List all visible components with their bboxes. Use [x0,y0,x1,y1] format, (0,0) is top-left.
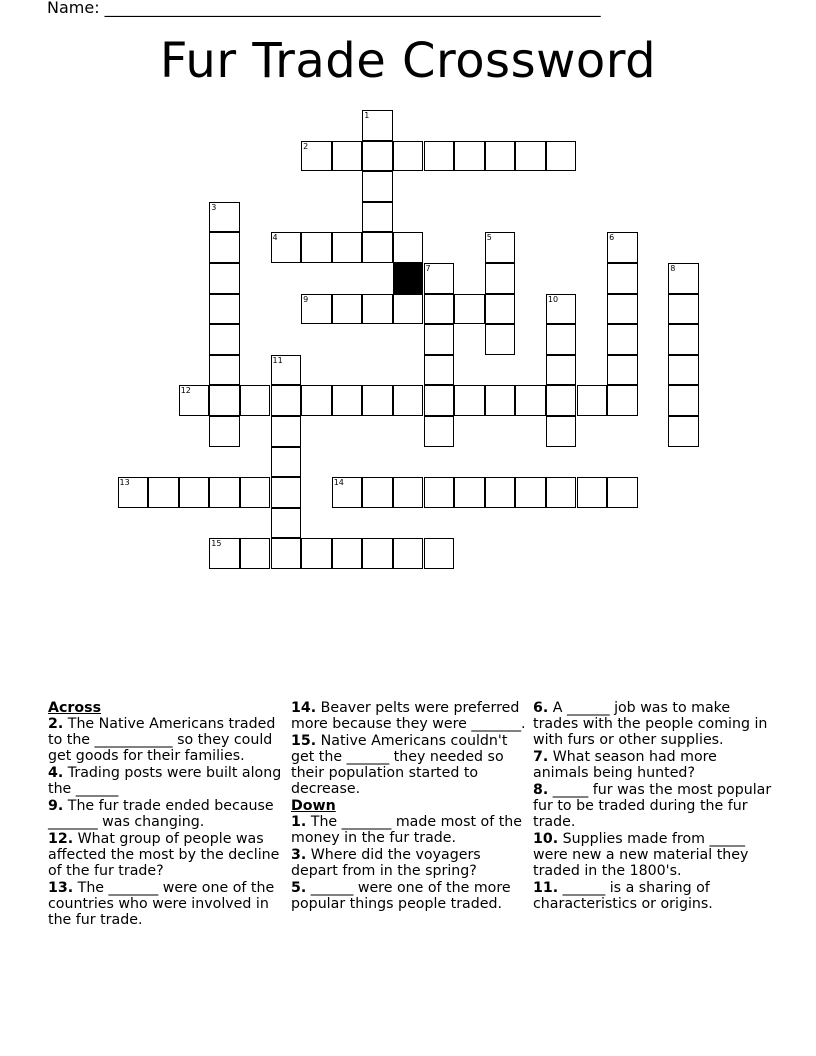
grid-cell[interactable] [454,141,485,172]
grid-cell[interactable] [271,385,302,416]
grid-cell[interactable] [393,294,424,325]
down-clue-8: 8. _____ fur was the most popular fur to be traded during the fur trade. [533,782,772,830]
cell-number: 11 [272,355,283,365]
grid-cell[interactable] [485,294,516,325]
grid-cell[interactable] [362,294,393,325]
grid-cell[interactable] [393,477,424,508]
cell-number: 1 [364,111,370,120]
grid-cell[interactable] [240,477,271,508]
clue-column-1 [48,700,288,929]
grid-cell[interactable] [546,141,577,172]
grid-cell[interactable] [179,477,210,508]
across-clue-13: 13. The _______ were one of the countries who were involved in the fur trade. [48,880,275,928]
grid-cell[interactable] [607,232,638,263]
cell-number: 4 [272,233,278,243]
grid-cell[interactable] [362,232,393,263]
across-clue-15: 15. Native Americans couldn't get the ______ they needed so their population started to decrease. [291,733,508,797]
grid-cell[interactable] [546,385,577,416]
grid-cell[interactable] [424,324,455,355]
across-heading: Across [48,700,102,716]
cell-number: 10 [547,294,559,304]
grid-cell[interactable] [393,385,424,416]
across-clue-2: 2. The Native Americans traded to the ___________ so they could get goods for their families. [48,716,276,764]
grid-cell[interactable] [424,416,455,447]
grid-cell[interactable] [332,538,363,569]
grid-cell[interactable] [209,263,240,294]
grid-cell[interactable] [424,538,455,569]
grid-cell[interactable] [485,477,516,508]
grid-cell[interactable] [393,538,424,569]
grid-cell[interactable] [271,355,302,386]
grid-cell[interactable] [607,477,638,508]
grid-cell[interactable] [332,477,363,508]
grid-cell[interactable] [301,385,332,416]
cell-number: 13 [119,478,130,488]
cell-number: 14 [333,478,344,488]
grid-cell[interactable] [301,141,332,172]
grid-cell[interactable] [362,538,393,569]
grid-cell[interactable] [485,232,516,263]
grid-cell[interactable] [668,294,699,325]
grid-cell[interactable] [179,385,210,416]
grid-cell[interactable] [546,477,577,508]
grid-cell[interactable] [485,385,516,416]
grid-cell[interactable] [271,447,302,478]
grid-cell[interactable] [454,477,485,508]
grid-cell[interactable] [362,110,393,141]
grid-cell[interactable] [209,202,240,233]
grid-cell[interactable] [668,416,699,447]
grid-cell[interactable] [485,324,516,355]
grid-cell[interactable] [332,294,363,325]
grid-cell[interactable] [424,294,455,325]
grid-cell[interactable] [271,416,302,447]
down-clue-11: 11. ______ is a sharing of characteristics or origins. [533,880,713,912]
grid-cell[interactable] [515,477,546,508]
grid-cell[interactable] [301,538,332,569]
grid-cell[interactable] [209,477,240,508]
across-clue-14: 14. Beaver pelts were preferred more because they were _______. [291,700,526,732]
grid-cell[interactable] [577,477,608,508]
grid-cell[interactable] [515,385,546,416]
cell-number: 5 [486,233,492,243]
grid-cell[interactable] [209,385,240,416]
grid-cell[interactable] [485,263,516,294]
across-clue-9: 9. The fur trade ended because _______ was changing. [48,798,274,830]
across-clue-12: 12. What group of people was affected the most by the decline of the fur trade? [48,831,280,879]
cell-number: 8 [670,264,676,273]
grid-cell[interactable] [424,477,455,508]
grid-cell[interactable] [546,294,577,325]
cell-number: 7 [425,264,431,273]
grid-cell[interactable] [209,294,240,325]
clue-column-2 [291,700,531,913]
down-clue-5: 5. ______ were one of the more popular things people traded. [291,880,511,912]
down-clue-7: 7. What season had more animals being hunted? [533,749,717,781]
grid-cell[interactable] [668,324,699,355]
page-title: Fur Trade Crossword [159,33,657,89]
grid-cell[interactable] [209,538,240,569]
name-field-label: Name: ______________________________________________________________ [47,0,601,17]
grid-cell[interactable] [668,385,699,416]
grid-cell[interactable] [362,202,393,233]
grid-cell[interactable] [454,385,485,416]
grid-cell[interactable] [209,324,240,355]
grid-cell[interactable] [209,355,240,386]
down-clue-3: 3. Where did the voyagers depart from in the spring? [291,847,481,879]
grid-cell[interactable] [240,538,271,569]
grid-cell[interactable] [362,171,393,202]
cell-number: 9 [303,294,309,304]
down-clue-1: 1. The _______ made most of the money in the fur trade. [291,814,523,846]
cell-number: 6 [609,233,615,243]
down-clue-10: 10. Supplies made from _____ were new a new material they traded in the 1800's. [533,831,749,879]
across-clue-4: 4. Trading posts were built along the ______ [48,765,282,797]
grid-cell[interactable] [424,385,455,416]
grid-cell[interactable] [271,508,302,539]
grid-cell[interactable] [332,141,363,172]
grid-cell[interactable] [209,232,240,263]
clue-column-3 [533,700,773,913]
grid-cell[interactable] [577,385,608,416]
grid-cell[interactable] [362,141,393,172]
grid-cell[interactable] [424,263,455,294]
down-heading: Down [291,798,336,814]
grid-cell[interactable] [271,538,302,569]
grid-cell[interactable] [424,141,455,172]
grid-cell[interactable] [546,416,577,447]
grid-cell[interactable] [515,141,546,172]
grid-cell[interactable] [118,477,149,508]
down-clue-6: 6. A ______ job was to make trades with the people coming in with furs or other supplies. [533,700,768,748]
black-cell [393,263,424,294]
grid-cell[interactable] [668,355,699,386]
grid-cell[interactable] [301,294,332,325]
grid-cell[interactable] [607,324,638,355]
grid-cell[interactable] [607,294,638,325]
grid-cell[interactable] [148,477,179,508]
grid-cell[interactable] [485,141,516,172]
grid-cell[interactable] [454,294,485,325]
cell-number: 3 [211,202,217,212]
grid-cell[interactable] [393,141,424,172]
grid-cell[interactable] [546,355,577,386]
grid-cell[interactable] [424,355,455,386]
grid-cell[interactable] [271,232,302,263]
grid-cell[interactable] [546,324,577,355]
grid-cell[interactable] [332,232,363,263]
grid-cell[interactable] [393,232,424,263]
grid-cell[interactable] [240,385,271,416]
grid-cell[interactable] [668,263,699,294]
cell-number: 15 [211,539,222,549]
grid-cell[interactable] [332,385,363,416]
grid-cell[interactable] [607,355,638,386]
grid-cell[interactable] [301,232,332,263]
grid-cell[interactable] [607,263,638,294]
grid-cell[interactable] [362,477,393,508]
grid-cell[interactable] [209,416,240,447]
cell-number: 2 [303,141,309,151]
grid-cell[interactable] [607,385,638,416]
cell-number: 12 [180,386,191,396]
grid-cell[interactable] [271,477,302,508]
grid-cell[interactable] [362,385,393,416]
